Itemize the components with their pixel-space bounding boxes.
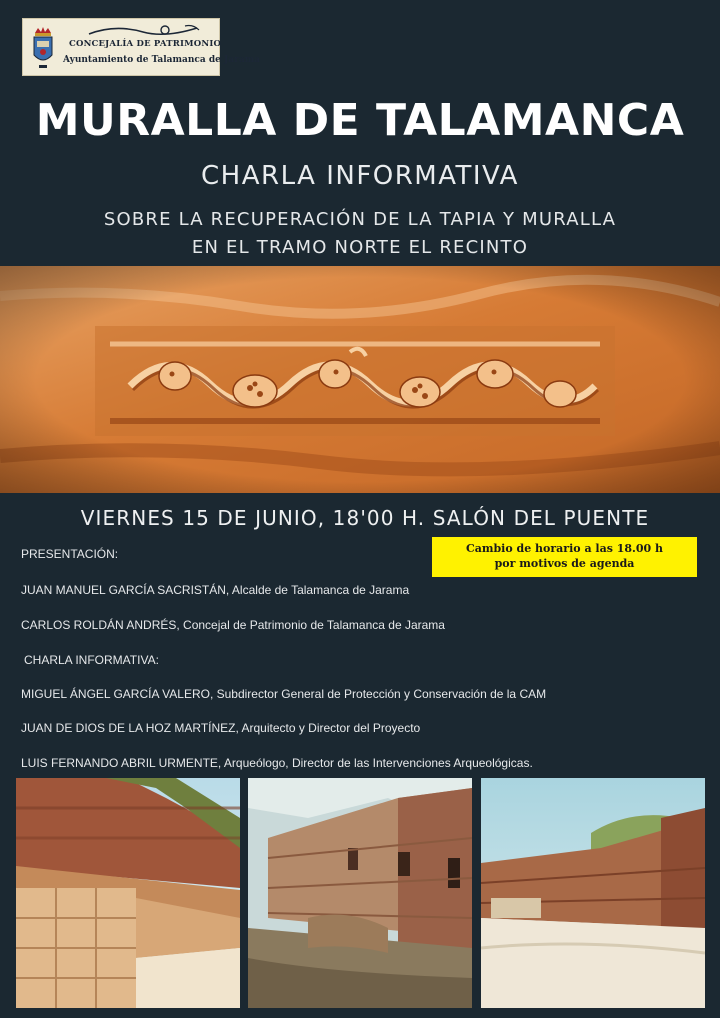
wall-photo-1 (16, 778, 240, 1008)
speaker-3: MIGUEL ÁNGEL GARCÍA VALERO, Subdirector General de Protección y Conservación de la CAM (21, 687, 547, 701)
municipal-crest-icon (29, 25, 57, 71)
council-logo (22, 18, 261, 76)
section-presentacion: PRESENTACIÓN: (21, 547, 119, 561)
speaker-5: LUIS FERNANDO ABRIL URMENTE, Arqueólogo, Director de las Intervenciones Arqueológicas. (21, 756, 533, 770)
section-charla: CHARLA INFORMATIVA: (24, 653, 159, 667)
notice-line-1: Cambio de horario a las 18.00 h (465, 542, 664, 555)
event-details: VIERNES 15 DE JUNIO, 18'00 H. SALÓN DEL PUENTE (80, 506, 650, 530)
page-title: MURALLA DE TALAMANCA (35, 95, 685, 146)
description-line-1: SOBRE LA RECUPERACIÓN DE LA TAPIA Y MURALLA (103, 209, 617, 230)
speaker-4: JUAN DE DIOS DE LA HOZ MARTÍNEZ, Arquitecto y Director del Proyecto (21, 721, 421, 735)
page-subtitle: CHARLA INFORMATIVA (201, 161, 519, 191)
speaker-1: JUAN MANUEL GARCÍA SACRISTÁN, Alcalde de Talamanca de Jarama (21, 583, 410, 597)
description-line-2: EN EL TRAMO NORTE EL RECINTO (191, 237, 529, 258)
wall-photo-3 (481, 778, 705, 1008)
notice-line-2: por motivos de agenda (494, 557, 635, 570)
speaker-2: CARLOS ROLDÁN ANDRÉS, Concejal de Patrimonio de Talamanca de Jarama (21, 618, 445, 632)
schedule-change-notice (432, 537, 697, 577)
logo-department: CONCEJALÍA DE PATRIMONIO (69, 39, 222, 49)
logo-council: Ayuntamiento de Talamanca de Jarama (63, 55, 261, 65)
wall-photo-2 (248, 778, 472, 1008)
carved-stone-relief-image (0, 266, 720, 493)
flourish-ornament (85, 22, 205, 40)
